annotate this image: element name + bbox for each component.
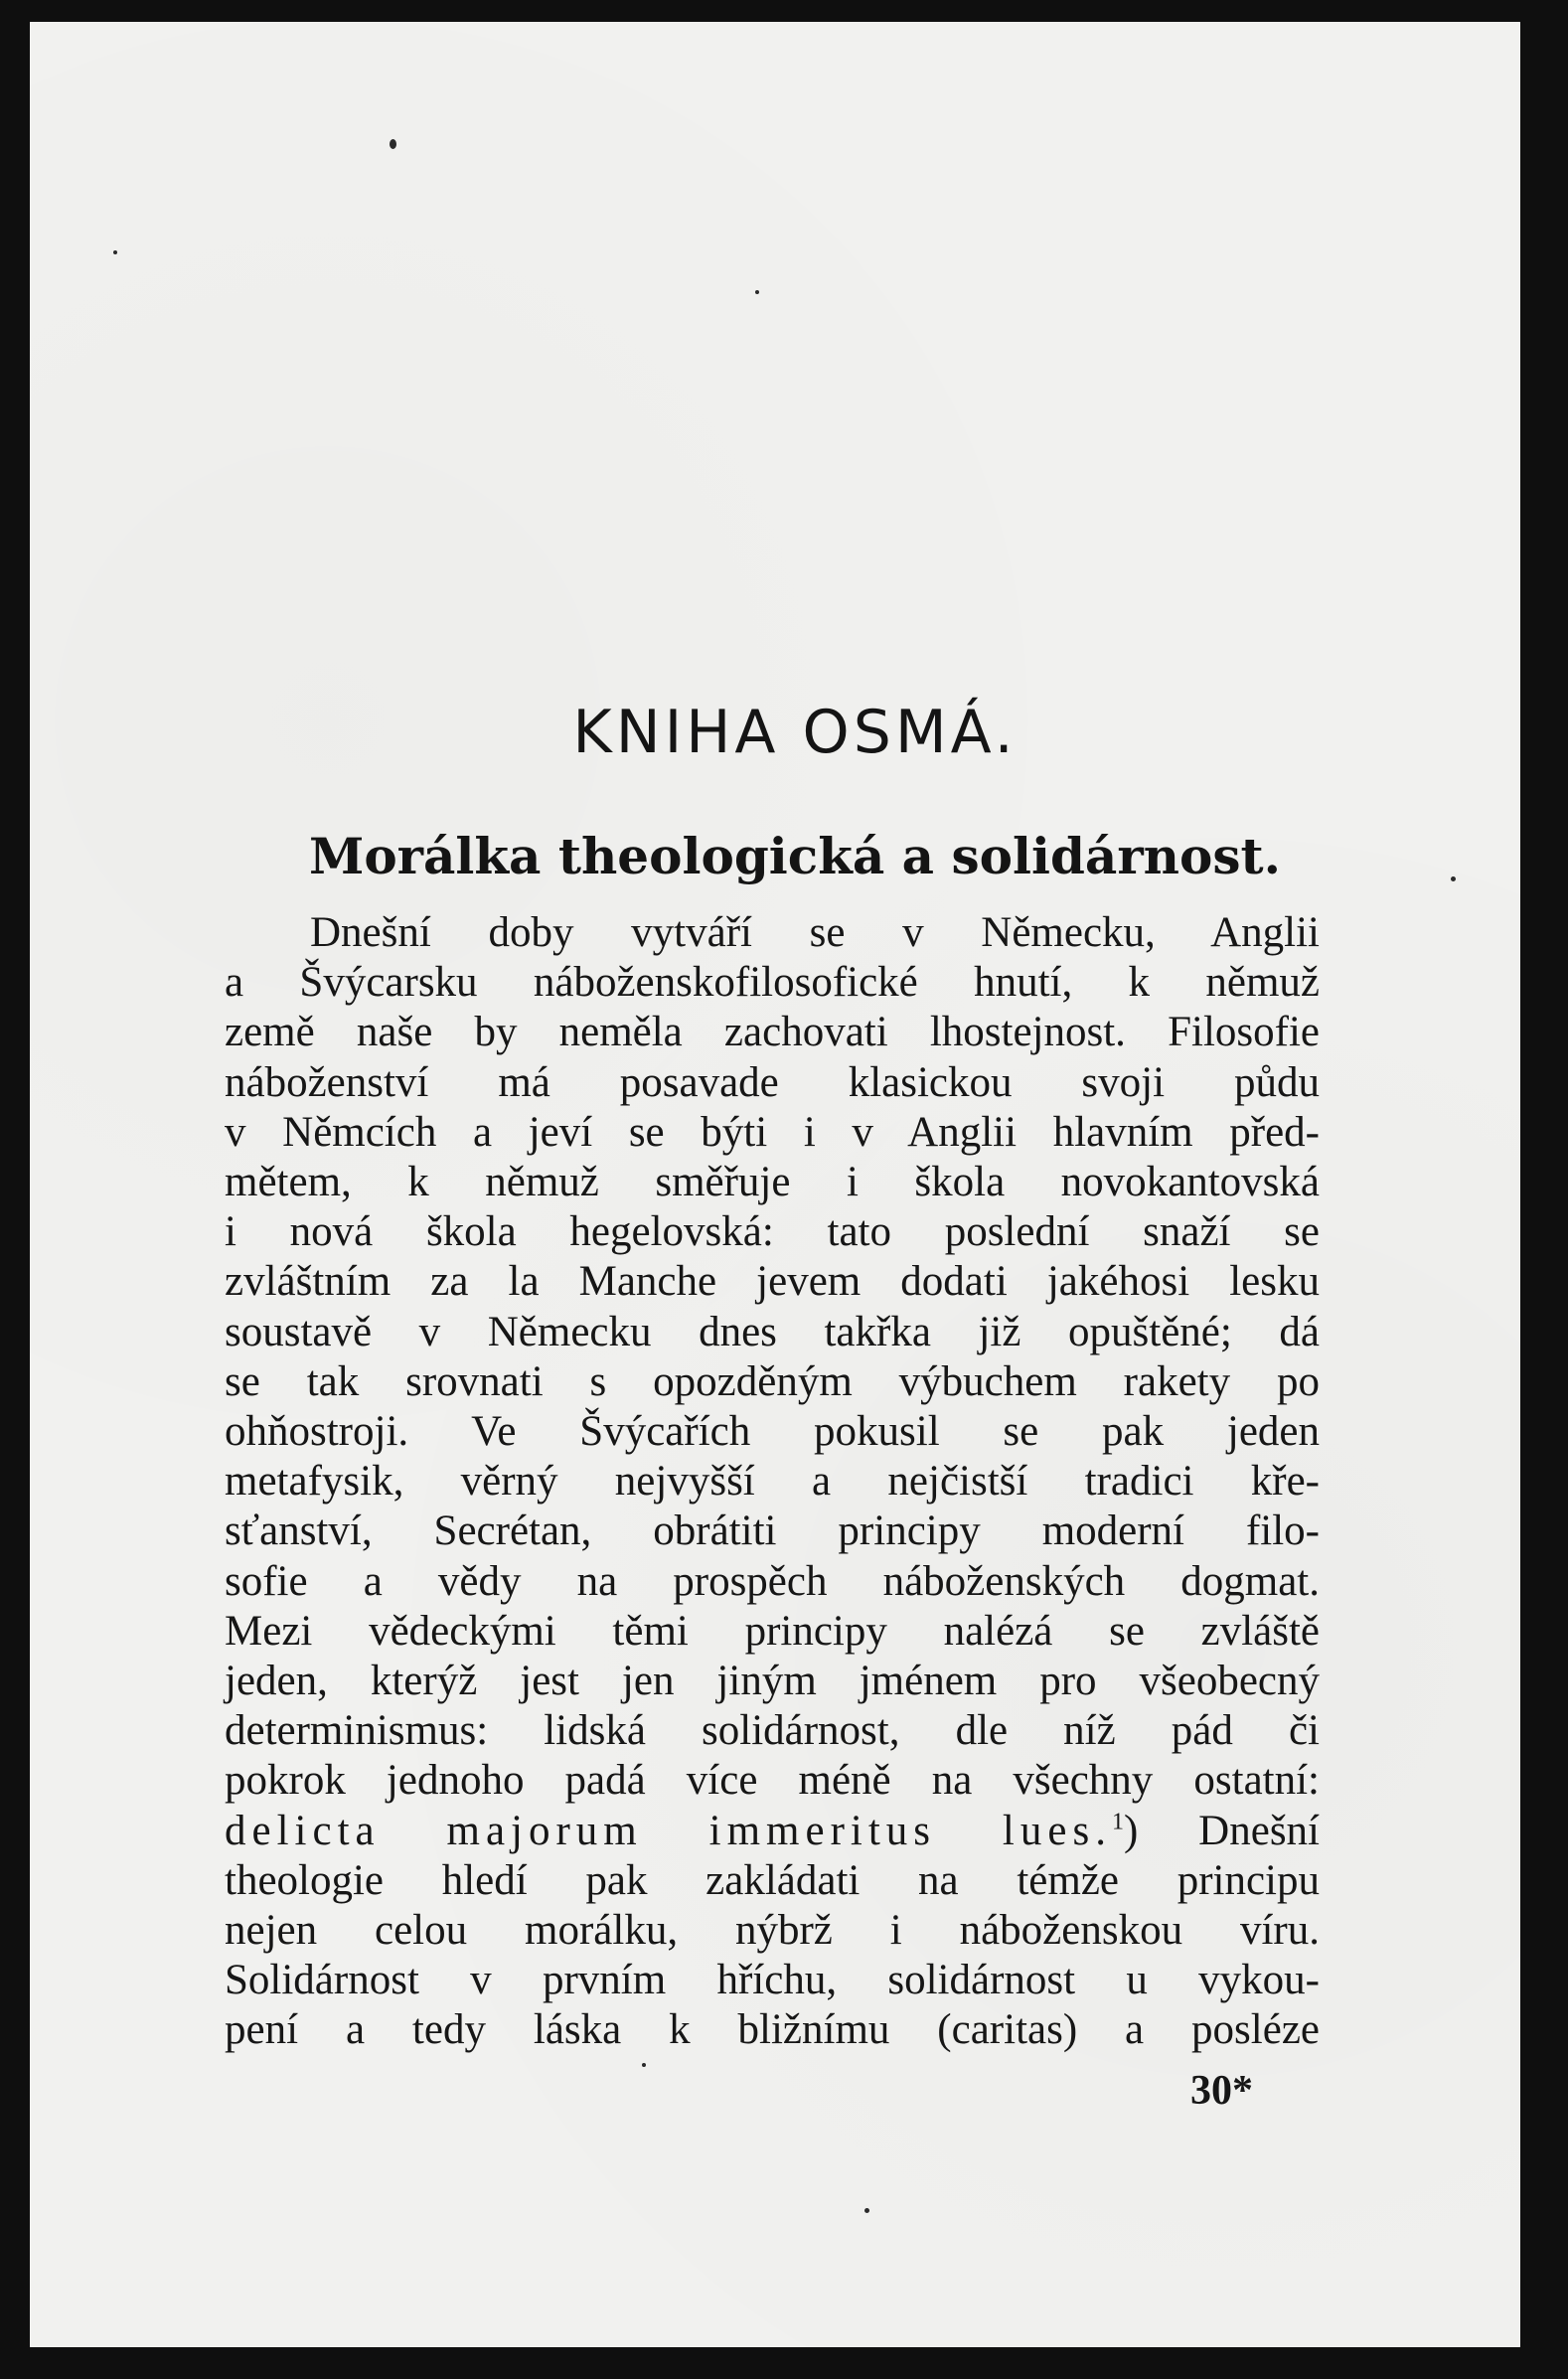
text-line: pení a tedy láska k bližnímu (caritas) a posléze bbox=[225, 2006, 1320, 2054]
text-line: se tak srovnati s opozděným výbuchem rakety po bbox=[225, 1357, 1320, 1405]
text-line-latin bbox=[225, 1807, 1320, 1856]
text-line: theologie hledí pak zakládati na témže principu bbox=[225, 1856, 1320, 1904]
page-number: 30* bbox=[1190, 2068, 1253, 2114]
chapter-heading: KNIHA OSMÁ. bbox=[572, 698, 1018, 768]
ink-speck bbox=[390, 139, 396, 149]
latin-phrase: delicta majorum immeritus lues. bbox=[225, 1807, 1112, 1854]
ink-speck bbox=[642, 2063, 646, 2067]
text-line: a Švýcarsku náboženskofilosofické hnutí, k němuž bbox=[225, 959, 1320, 1007]
text-line: metafysik, věrný nejvyšší a nejčistší tradici kře- bbox=[225, 1458, 1320, 1506]
text-line: země naše by neměla zachovati lhostejnost. Filosofie bbox=[225, 1009, 1320, 1056]
ink-speck bbox=[755, 290, 759, 294]
chapter-subheading: Morálka theologická a solidárnost. bbox=[308, 826, 1282, 885]
body-text bbox=[225, 908, 1320, 2056]
text-line: sťanství, Secrétan, obrátiti principy moderní filo- bbox=[225, 1507, 1320, 1555]
text-line: Dnešní doby vytváří se v Německu, Anglii bbox=[310, 909, 1320, 956]
text-line: soustavě v Německu dnes takřka již opuštěné; dá bbox=[225, 1308, 1320, 1355]
text-line: mětem, k němuž směřuje i škola novokantovská bbox=[225, 1159, 1320, 1206]
text-line: sofie a vědy na prospěch náboženských dogmat. bbox=[225, 1557, 1320, 1605]
text-line: nejen celou morálku, nýbrž i náboženskou víru. bbox=[225, 1907, 1320, 1955]
text-line: v Němcích a jeví se býti i v Anglii hlavním před- bbox=[225, 1108, 1320, 1156]
text-line: determinismus: lidská solidárnost, dle níž pád či bbox=[225, 1707, 1320, 1755]
text-line: Solidárnost v prvním hříchu, solidárnost u vykou- bbox=[225, 1957, 1320, 2004]
text-line: Mezi vědeckými těmi principy nalézá se zvláště bbox=[225, 1607, 1320, 1655]
text-line: pokrok jednoho padá více méně na všechny ostatní: bbox=[225, 1757, 1320, 1805]
latin-line-tail: ) Dnešní bbox=[1123, 1807, 1320, 1854]
text-line: ohňostroji. Ve Švýcařích pokusil se pak jeden bbox=[225, 1408, 1320, 1456]
text-line: i nová škola hegelovská: tato poslední snaží se bbox=[225, 1208, 1320, 1256]
text-line: jeden, kterýž jest jen jiným jménem pro všeobecný bbox=[225, 1658, 1320, 1705]
text-line: náboženství má posavade klasickou svoji půdu bbox=[225, 1058, 1320, 1106]
book-page bbox=[30, 22, 1520, 2347]
text-line: zvláštním za la Manche jevem dodati jakéhosi lesku bbox=[225, 1258, 1320, 1306]
ink-speck bbox=[113, 250, 117, 254]
ink-speck bbox=[864, 2208, 869, 2213]
footnote-marker: 1 bbox=[1111, 1809, 1124, 1835]
